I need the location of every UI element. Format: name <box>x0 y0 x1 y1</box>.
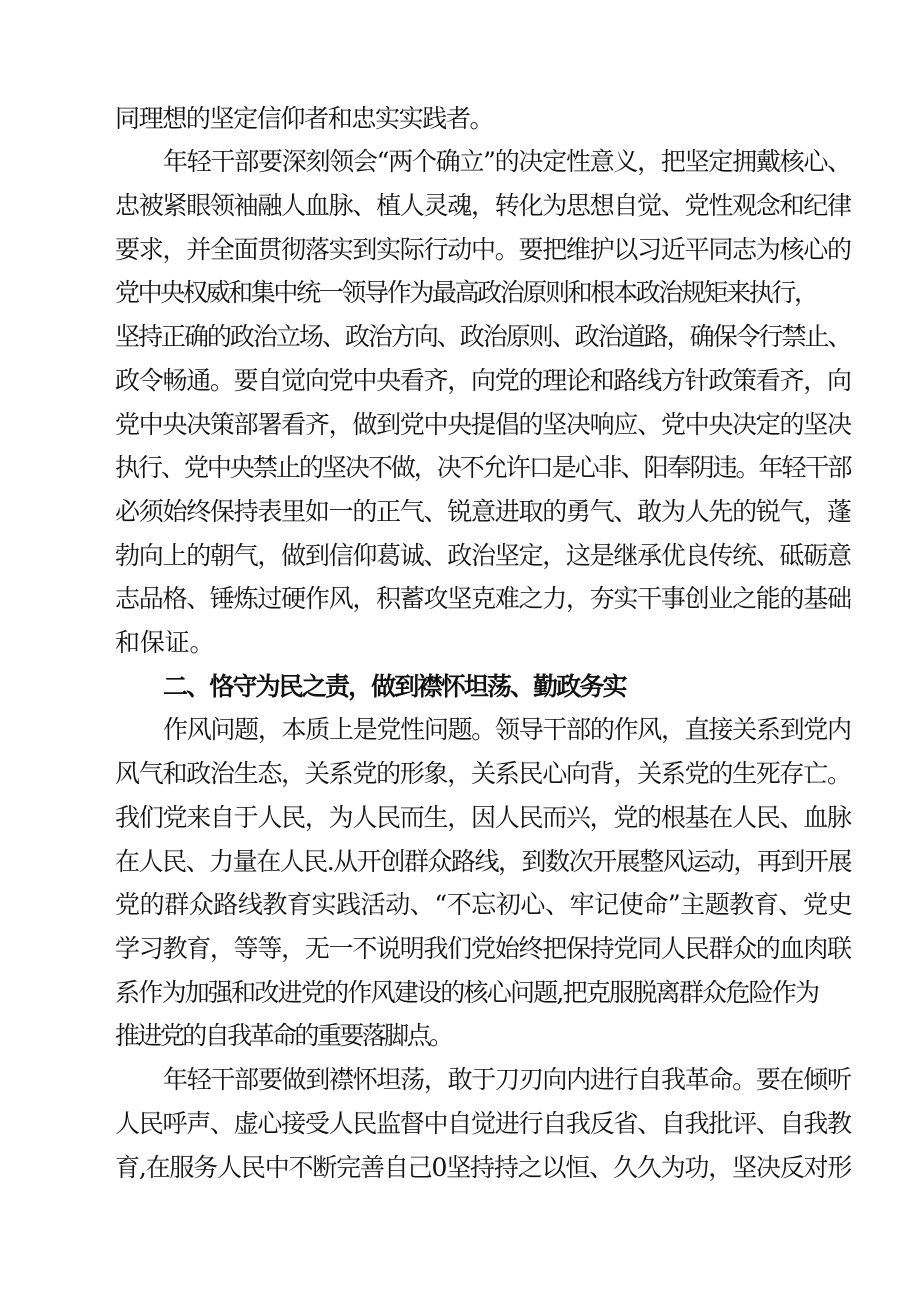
text-line: 和保证。 <box>115 628 215 657</box>
text-line: 忠被紧眼领袖融人血脉、植人灵魂，转化为思想自觉、党性观念和纪律 <box>115 191 851 220</box>
paragraph-first-line: 年轻干部要深刻领会“两个确立”的决定性意义，把坚定拥戴核心、 <box>163 147 851 176</box>
text-line: 党中央决策部署看齐，做到党中央提倡的坚决响应、党中央决定的坚决 <box>115 410 851 439</box>
text-line: 推进党的自我革命的重要落脚点。 <box>115 1021 452 1050</box>
text-line: 同理想的坚定信仰者和忠实实践者。 <box>115 104 494 133</box>
text-line: 要求，并全面贯彻落实到实际行动中。要把维护以习近平同志为核心的 <box>115 235 851 264</box>
text-line: 党中央权威和集中统一领导作为最高政治原则和根本政治规矩来执行， <box>115 278 817 307</box>
text-line: 志品格、锤炼过硬作风，积蓄攻坚克难之力，夯实干事创业之能的基础 <box>115 584 851 613</box>
text-line: 坚持正确的政治立场、政治方向、政治原则、政治道路，确保令行禁止、 <box>115 322 851 351</box>
text-line: 育,在服务人民中不断完善自己0坚持持之以恒、久久为功，坚决反对形 <box>115 1153 852 1182</box>
text-line: 学习教育，等等，无一不说明我们党始终把保持党同人民群众的血肉联 <box>115 934 851 963</box>
text-line: 在人民、力量在人民.从开创群众路线，到数次开展整风运动，再到开展 <box>115 847 851 876</box>
paragraph-first-line: 作风问题，本质上是党性问题。领导干部的作风，直接关系到党内 <box>163 715 851 744</box>
paragraph-first-line: 年轻干部要做到襟怀坦荡，敢于刀刃向内进行自我革命。要在倾听 <box>163 1065 851 1094</box>
text-line: 人民呼声、虚心接受人民监督中自觉进行自我反省、自我批评、自我教 <box>115 1109 851 1138</box>
text-line: 必须始终保持表里如一的正气、锐意进取的勇气、敢为人先的锐气，蓬 <box>115 497 851 526</box>
text-line: 系作为加强和改进党的作风建设的核心问题,把克服脱离群众危险作为 <box>115 978 819 1007</box>
text-line: 风气和政治生态，关系党的形象，关系民心向背，关系党的生死存亡。 <box>115 759 851 788</box>
text-line: 政令畅通。要自觉向党中央看齐，向党的理论和路线方针政策看齐，向 <box>115 366 851 395</box>
text-line: 我们党来自于人民，为人民而生，因人民而兴，党的根基在人民、血脉 <box>115 803 851 832</box>
text-line: 勃向上的朝气，做到信仰葛诚、政治坚定，这是继承优良传统、砥砺意 <box>115 541 851 570</box>
section-heading: 二、恪守为民之责，做到襟怀坦荡、勤政务实 <box>163 672 626 701</box>
text-line: 党的群众路线教育实践活动、“不忘初心、牢记使命”主题教育、党史 <box>115 890 853 919</box>
text-line: 执行、党中央禁止的坚决不做，决不允许口是心非、阳奉阴违。年轻干部 <box>115 453 851 482</box>
